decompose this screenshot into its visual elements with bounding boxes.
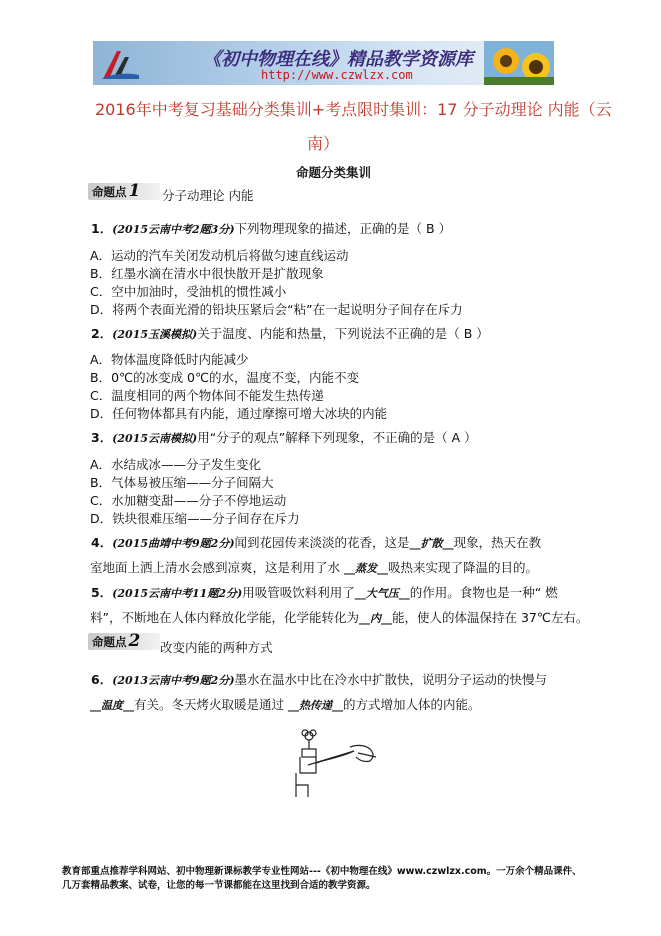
- question-3-option-d: D．铁块很难压缩——分子间存在斥力: [90, 511, 300, 526]
- answer-blank: __内__: [358, 612, 392, 625]
- question-6-line1: [91, 670, 547, 688]
- site-logo-icon: [99, 45, 141, 83]
- question-text: 下列物理现象的描述，正确的是（ B ）: [234, 221, 452, 236]
- question-text: 吸热来实现了降温的目的。: [387, 560, 538, 575]
- answer-blank: __蒸发__: [343, 562, 388, 575]
- question-3-stem: [91, 428, 477, 446]
- question-text: 关于温度、内能和热量，下列说法不正确的是（ B ）: [197, 326, 489, 341]
- question-text: 料”，不断地在人体内释放化学能，化学能转化为: [90, 610, 359, 625]
- banner-url[interactable]: http://www.czwlzx.com: [261, 68, 413, 82]
- question-text: 能，使人的体温保持在 37℃左右。: [391, 610, 589, 625]
- question-source: (2015云南模拟): [112, 432, 198, 445]
- question-1-option-a: A．运动的汽车关闭发动机后将做匀速直线运动: [90, 248, 349, 263]
- question-source: (2015玉溪模拟): [112, 328, 198, 341]
- question-text: 的方式增加人体的内能。: [342, 697, 481, 712]
- question-text: 的作用。食物也是一种“ 燃: [409, 585, 558, 600]
- footer-line1: 教育部重点推荐学科网站、初中物理新课标教学专业性网站---《初中物理在线》www.czwlzx.com。一万余个精品课件、: [62, 866, 582, 877]
- question-2-option-a: A．物体温度降低时内能减少: [90, 352, 249, 367]
- question-text: 室地面上洒上清水会感到凉爽，这是利用了水: [90, 560, 344, 575]
- question-4-line2: [90, 558, 538, 576]
- question-2-option-d: D．任何物体都具有内能，通过摩擦可增大冰块的内能: [90, 406, 388, 421]
- question-2-option-b: B．0℃的冰变成 0℃的水，温度不变，内能不变: [90, 370, 360, 385]
- topic-badge-1: [88, 183, 160, 200]
- banner-title: 《初中物理在线》精品教学资源库: [203, 49, 473, 70]
- question-3-option-c: C．水加糖变甜——分子不停地运动: [90, 493, 287, 508]
- question-number: 6．: [91, 672, 113, 687]
- topic-badge-2: [88, 633, 160, 650]
- question-6-line2: [90, 695, 481, 713]
- question-text: 闻到花园传来淡淡的花香，这是: [234, 535, 410, 550]
- question-source: (2015云南中考11题2分): [112, 587, 243, 600]
- question-1-option-c: C．空中加油时，受油机的惯性减小: [90, 284, 287, 299]
- question-1-option-d: D．将两个表面光滑的铅块压紧后会“粘”在一起说明分子间存在斥力: [90, 302, 463, 317]
- question-1-stem: [91, 219, 451, 237]
- question-1-option-b: B．红墨水滴在清水中很快散开是扩散现象: [90, 266, 324, 281]
- topic-badge-number: 1: [128, 181, 141, 201]
- question-text: 用“分子的观点”解释下列现象，不正确的是（ A ）: [197, 430, 477, 445]
- question-text: 用吸管吸饮料利用了: [242, 585, 355, 600]
- question-text: 墨水在温水中比在冷水中扩散快，说明分子运动的快慢与: [234, 672, 548, 687]
- sunflower-icon: [484, 41, 554, 85]
- question-3-option-b: B．气体易被压缩——分子间隔大: [90, 475, 274, 490]
- question-2-option-c: C．温度相同的两个物体间不能发生热传递: [90, 388, 324, 403]
- question-source: (2015云南中考2题3分): [112, 223, 235, 236]
- question-number: 1．: [91, 221, 113, 236]
- section-heading: 命题分类集训: [296, 165, 372, 180]
- topic-badge-label: 命题点: [92, 185, 127, 199]
- question-4-line1: [91, 533, 541, 551]
- question-text: 有关。冬天烤火取暖是通过: [134, 697, 288, 712]
- footer-line2: 几万套精品教案、试卷，让您的每一节课都能在这里找到合适的教学资源。: [62, 880, 376, 891]
- document-title-line2: 南）: [307, 134, 340, 153]
- topic-badge-label: 命题点: [92, 635, 127, 649]
- question-number: 3．: [91, 430, 113, 445]
- question-source: (2015曲靖中考9题2分): [112, 537, 235, 550]
- topic-title-2: 改变内能的两种方式: [160, 640, 273, 655]
- answer-blank: __温度__: [90, 699, 134, 712]
- question-5-line1: [91, 583, 558, 601]
- question-text: 现象，热天在教: [453, 535, 542, 550]
- topic-title-1: 分子动理论 内能: [162, 188, 254, 203]
- question-5-line2: [90, 608, 588, 626]
- document-title-line1: 2016年中考复习基础分类集训+考点限时集训：17 分子动理论 内能（云: [95, 100, 612, 119]
- header-banner: [93, 41, 554, 85]
- answer-blank: __大气压__: [354, 587, 410, 600]
- question-number: 5．: [91, 585, 113, 600]
- topic-badge-number: 2: [128, 631, 141, 651]
- question-number: 4．: [91, 535, 113, 550]
- question-number: 2．: [91, 326, 113, 341]
- answer-blank: __热传递__: [287, 699, 343, 712]
- answer-blank: __扩散__: [409, 537, 454, 550]
- question-3-option-a: A．水结成冰——分子发生变化: [90, 457, 262, 472]
- question-2-stem: [91, 324, 489, 342]
- question-source: (2013云南中考9题2分): [112, 674, 235, 687]
- experiment-figure: [292, 727, 382, 799]
